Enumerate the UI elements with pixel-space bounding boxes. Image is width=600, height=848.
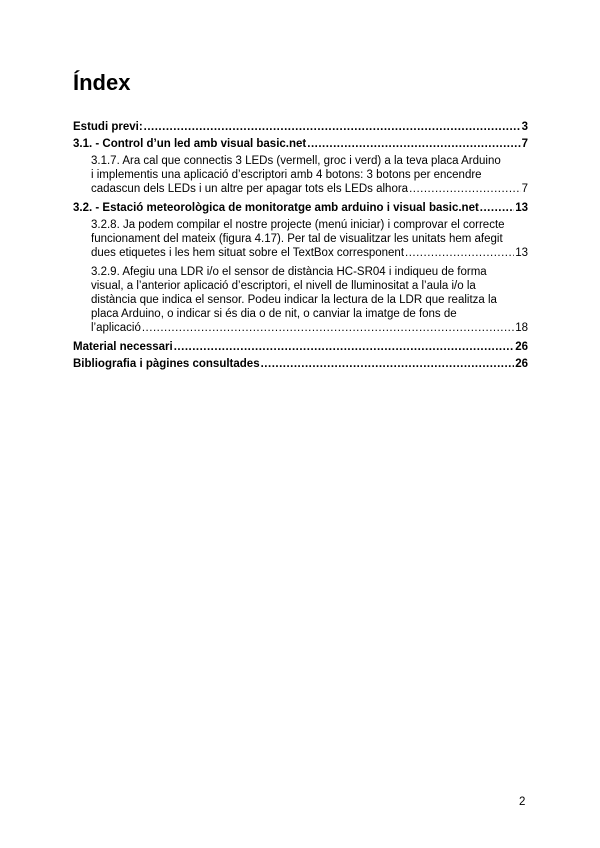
toc-entry[interactable] bbox=[73, 340, 528, 354]
toc-subentry-line: visual, a l’anterior aplicació d’escriptori, el nivell de lluminositat a l’aula i/o la bbox=[91, 280, 476, 292]
toc-leader-dots bbox=[409, 182, 521, 196]
toc-leader-dots bbox=[261, 357, 515, 371]
toc-entry-text: 3.2. - Estació meteorològica de monitoratge amb arduino i visual basic.net bbox=[73, 202, 479, 214]
toc-subentry-last-line: cadascun dels LEDs i un altre per apagar tots els LEDs alhora bbox=[91, 183, 409, 195]
toc-leader-dots bbox=[405, 246, 514, 260]
toc-subentry-last-line: dues etiquetes i les hem situat sobre el TextBox corresponent bbox=[91, 247, 405, 259]
toc-leader-dots bbox=[142, 321, 514, 335]
toc-subentry-line: placa Arduino, o indicar si és dia o de nit, o canviar la imatge de fons de bbox=[91, 308, 457, 320]
toc-subentry[interactable] bbox=[73, 154, 528, 196]
toc-entry-text: Bibliografia i pàgines consultades bbox=[73, 358, 260, 370]
toc-entry-page: 7 bbox=[521, 183, 528, 195]
toc-entry-page: 13 bbox=[515, 202, 528, 214]
toc-subentry-line: 3.2.9. Afegiu una LDR i/o el sensor de distància HC-SR04 i indiqueu de forma bbox=[91, 266, 487, 278]
toc-subentry-line: funcionament del mateix (figura 4.17). Per tal de visualitzar les unitats hem afegit bbox=[91, 233, 503, 245]
toc-leader-dots bbox=[307, 137, 520, 151]
toc-subentry[interactable] bbox=[73, 218, 528, 260]
toc-leader-dots bbox=[144, 120, 521, 134]
toc-subentry-line: 3.2.8. Ja podem compilar el nostre projecte (menú iniciar) i comprovar el correcte bbox=[91, 219, 505, 231]
toc-entry[interactable] bbox=[73, 201, 528, 215]
toc-leader-dots bbox=[174, 340, 514, 354]
toc-entry[interactable] bbox=[73, 357, 528, 371]
toc-entry-page: 3 bbox=[521, 121, 528, 133]
toc-subentry-line: i implementis una aplicació d’escriptori amb 4 botons: 3 botons per encendre bbox=[91, 169, 482, 181]
toc-subentry-line: distància que indica el sensor. Podeu indicar la lectura de la LDR que realitza la bbox=[91, 294, 497, 306]
toc-subentry[interactable] bbox=[73, 265, 528, 335]
toc-leader-dots bbox=[480, 201, 514, 215]
toc-entry[interactable] bbox=[73, 137, 528, 151]
toc-entry-text: Material necessari bbox=[73, 341, 173, 353]
toc-entry-page: 18 bbox=[515, 322, 528, 334]
page-title: Índex bbox=[73, 70, 131, 95]
table-of-contents bbox=[73, 120, 528, 374]
page-number: 2 bbox=[519, 796, 526, 808]
toc-subentry-line: 3.1.7. Ara cal que connectis 3 LEDs (vermell, groc i verd) a la teva placa Arduino bbox=[91, 155, 501, 167]
toc-entry-page: 13 bbox=[515, 247, 528, 259]
toc-entry-page: 7 bbox=[521, 138, 528, 150]
toc-entry-text: Estudi previ: bbox=[73, 121, 143, 133]
toc-subentry-last-line: l’aplicació bbox=[91, 322, 141, 334]
toc-entry-text: 3.1. - Control d’un led amb visual basic.net bbox=[73, 138, 307, 150]
toc-entry-page: 26 bbox=[515, 341, 528, 353]
toc-entry-page: 26 bbox=[515, 358, 528, 370]
toc-entry[interactable] bbox=[73, 120, 528, 134]
